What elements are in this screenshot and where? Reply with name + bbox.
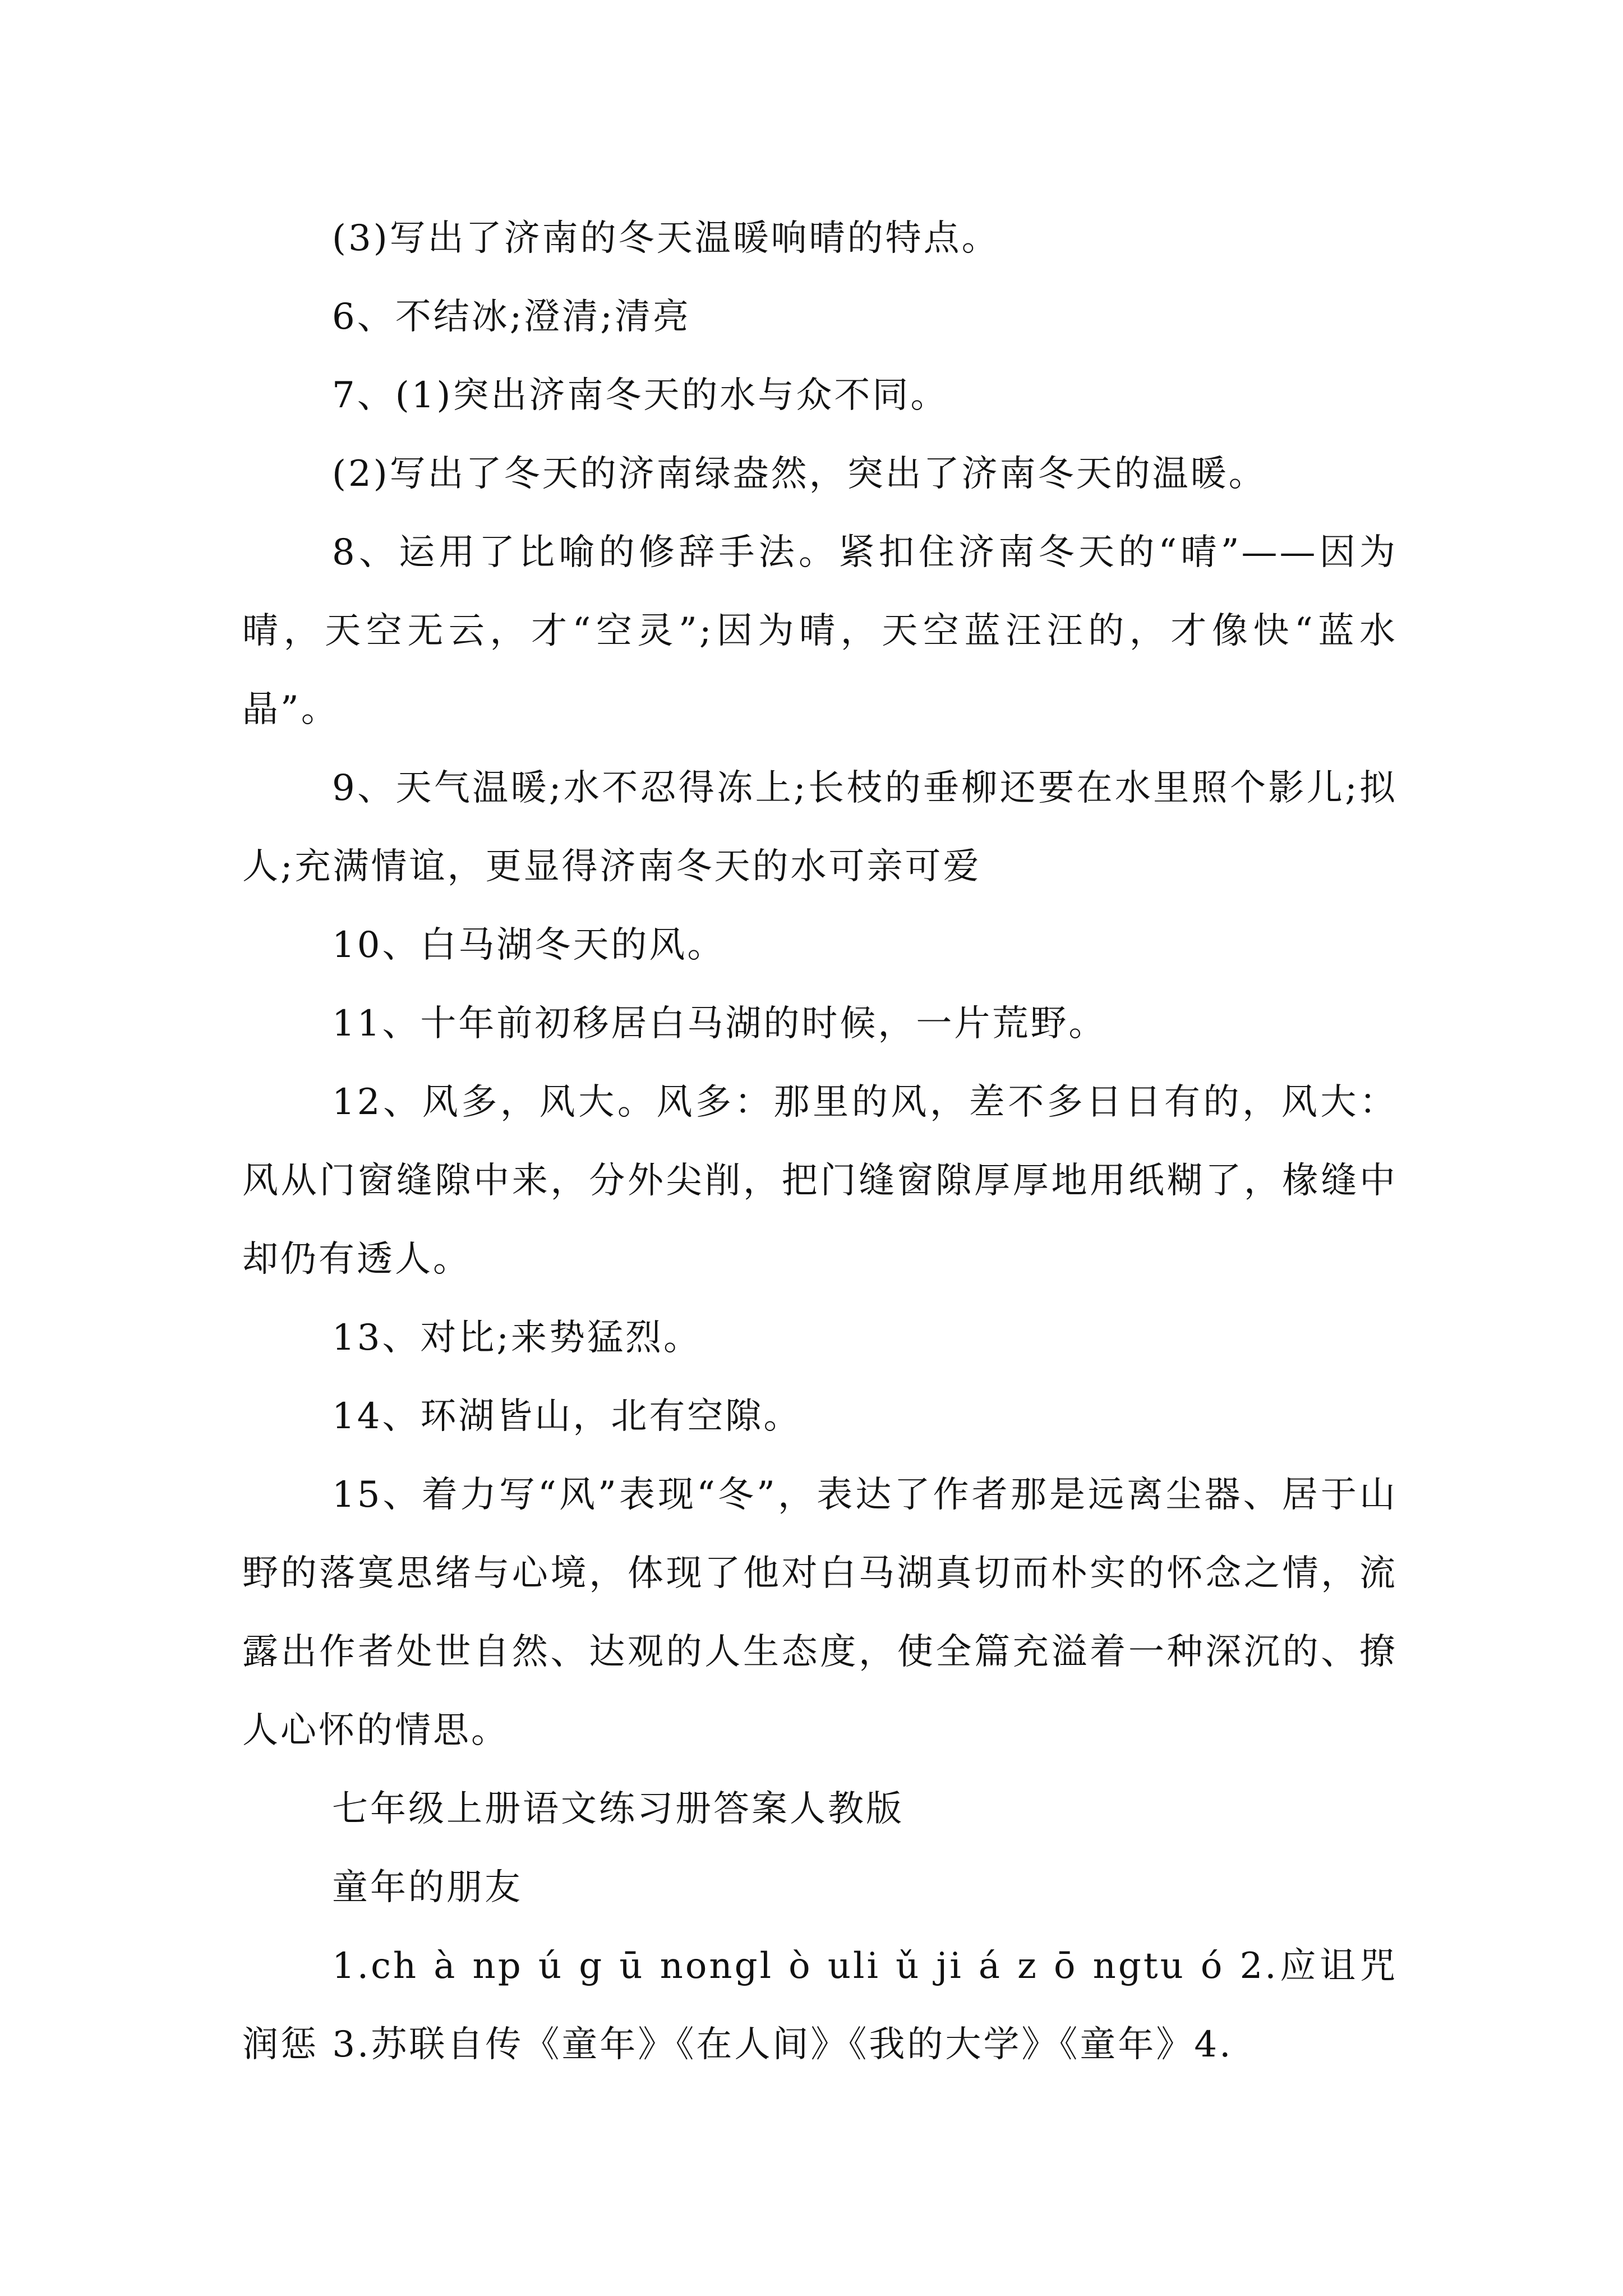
paragraph-3-answer: (3)写出了济南的冬天温暖响晴的特点。 xyxy=(332,218,1000,259)
paragraph-answer-11: 11、十年前初移居白马湖的时候，一片荒野。 xyxy=(332,1003,1107,1045)
paragraph-answer-7: 7、(1)突出济南冬天的水与众不同。 xyxy=(332,375,949,416)
paragraph-lesson-answers: 1.ch à np ú g ū nongl ò uli ǔ ji á z ō ngtu ó 2.应诅咒润惩 3.苏联自传《童年》《在人间》《我的大学》《童年》4. xyxy=(242,1945,1398,2065)
lesson-title: 童年的朋友 xyxy=(332,1867,523,1908)
paragraph-answer-12: 12、风多，风大。风多：那里的风，差不多日日有的，风大：风从门窗缝隙中来，分外尖削，把门缝窗隙厚厚地用纸糊了，椽缝中却仍有透人。 xyxy=(242,1082,1398,1280)
paragraph-answer-13: 13、对比;来势猛烈。 xyxy=(332,1317,702,1359)
paragraph-answer-10: 10、白马湖冬天的风。 xyxy=(332,924,726,966)
paragraph-answer-6: 6、不结冰;澄清;清亮 xyxy=(332,296,691,338)
paragraph-answer-14: 14、环湖皆山，北有空隙。 xyxy=(332,1396,802,1437)
paragraph-answer-15: 15、着力写“风”表现“冬”，表达了作者那是远离尘器、居于山野的落寞思绪与心境，体现了他对白马湖真切而朴实的怀念之情，流露出作者处世自然、达观的人生态度，使全篇充溢着一种深沉的、撩人心怀的情思。 xyxy=(242,1474,1398,1751)
paragraph-answer-9: 9、天气温暖;水不忍得冻上;长枝的垂柳还要在水里照个影儿;拟人;充满情谊，更显得济南冬天的水可亲可爱 xyxy=(242,767,1398,887)
document-body xyxy=(242,199,1398,2084)
paragraph-answer-7-2: (2)写出了冬天的济南绿盎然，突出了济南冬天的温暖。 xyxy=(332,453,1267,495)
section-heading: 七年级上册语文练习册答案人教版 xyxy=(332,1788,904,1830)
paragraph-answer-8: 8、运用了比喻的修辞手法。紧扣住济南冬天的“晴”——因为晴，天空无云，才“空灵”;因为晴，天空蓝汪汪的，才像快“蓝水晶”。 xyxy=(242,532,1398,730)
